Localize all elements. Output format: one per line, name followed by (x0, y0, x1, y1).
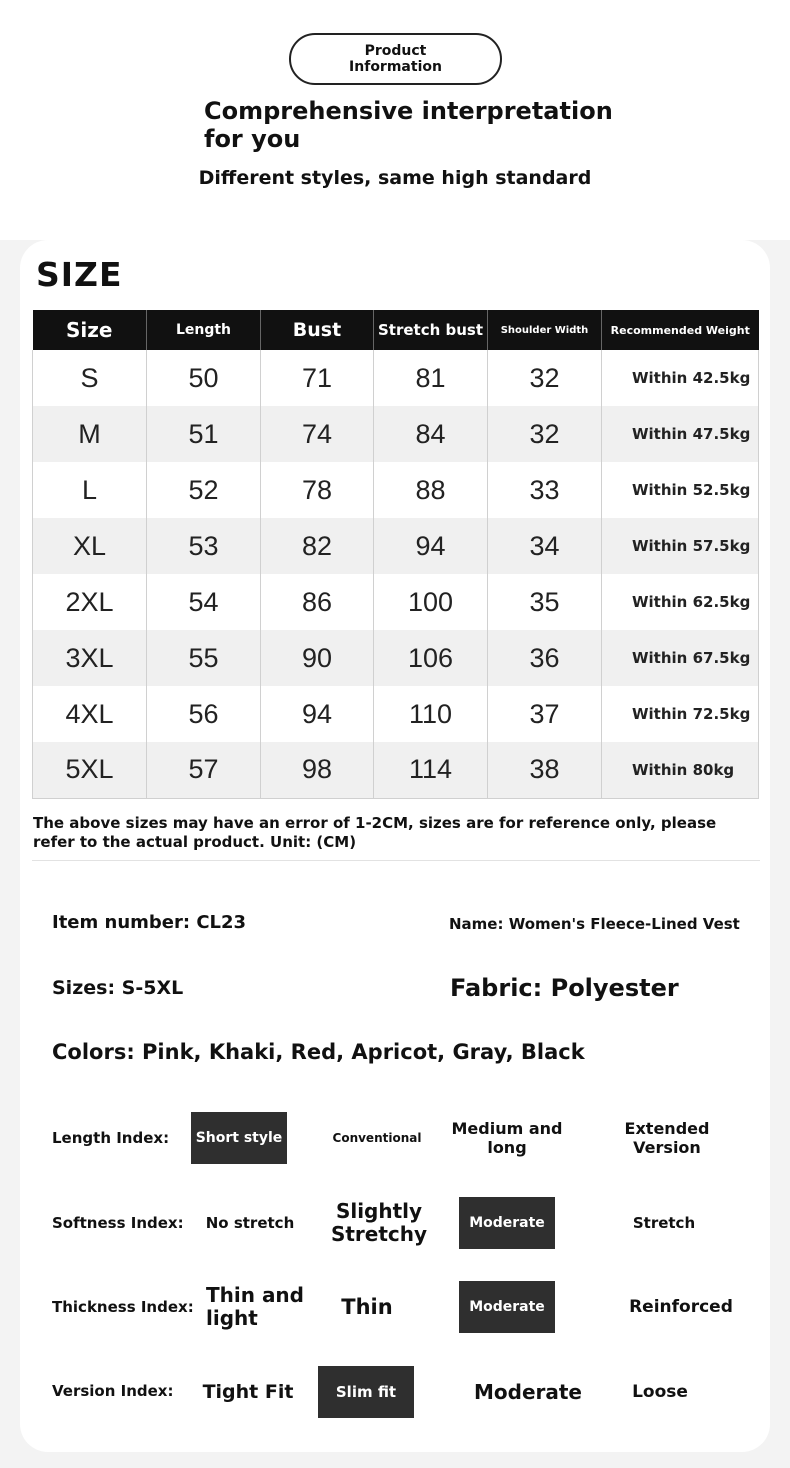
table-cell: Within 47.5kg (602, 406, 759, 462)
table-row (33, 742, 759, 798)
page-subline: Different styles, same high standard (198, 167, 592, 189)
table-cell: 36 (488, 630, 602, 686)
product-sizes: Sizes: S-5XL (52, 977, 184, 999)
table-cell: 84 (374, 406, 488, 462)
length-option-short-style: Short style (191, 1112, 287, 1164)
table-row (33, 518, 759, 574)
softness-index-label: Softness Index: (52, 1214, 184, 1232)
table-row (33, 686, 759, 742)
version-option-tight-fit: Tight Fit (202, 1381, 294, 1403)
page-headline: Comprehensive interpretation for you (204, 97, 613, 153)
table-cell: 114 (374, 742, 488, 798)
col-header-recommended-weight: Recommended Weight (602, 310, 759, 350)
table-cell: 78 (261, 462, 374, 518)
col-header-shoulder-width: Shoulder Width (488, 310, 602, 350)
table-cell: Within 62.5kg (602, 574, 759, 630)
table-cell: 35 (488, 574, 602, 630)
table-cell: 2XL (33, 574, 147, 630)
table-cell: 32 (488, 350, 602, 406)
length-option-medium-and-long: Medium and long (451, 1119, 563, 1157)
product-information-badge: Product Information (289, 33, 502, 85)
table-cell: 98 (261, 742, 374, 798)
thickness-option-thin: Thin (341, 1295, 393, 1319)
table-cell: 55 (147, 630, 261, 686)
thickness-option-moderate: Moderate (459, 1281, 555, 1333)
col-header-bust: Bust (261, 310, 374, 350)
table-cell: 106 (374, 630, 488, 686)
table-row (33, 406, 759, 462)
table-cell: 50 (147, 350, 261, 406)
col-header-size: Size (33, 310, 147, 350)
table-cell: L (33, 462, 147, 518)
table-cell: M (33, 406, 147, 462)
table-cell: Within 72.5kg (602, 686, 759, 742)
softness-option-moderate: Moderate (459, 1197, 555, 1249)
table-cell: 4XL (33, 686, 147, 742)
table-cell: 100 (374, 574, 488, 630)
size-note: The above sizes may have an error of 1-2CM, sizes are for reference only, please refer to the actual product. Unit: (CM) (33, 814, 717, 851)
item-number: Item number: CL23 (52, 912, 247, 933)
size-title: SIZE (36, 255, 123, 294)
table-cell: 37 (488, 686, 602, 742)
table-cell: 38 (488, 742, 602, 798)
table-row (33, 574, 759, 630)
version-option-slim-fit: Slim fit (318, 1366, 414, 1418)
table-cell: 52 (147, 462, 261, 518)
table-cell: 56 (147, 686, 261, 742)
version-option-moderate: Moderate (473, 1380, 582, 1404)
table-cell: 51 (147, 406, 261, 462)
product-fabric: Fabric: Polyester (450, 974, 679, 1002)
table-cell: XL (33, 518, 147, 574)
version-option-loose: Loose (632, 1382, 688, 1402)
table-cell: 3XL (33, 630, 147, 686)
table-cell: 81 (374, 350, 488, 406)
table-row (33, 462, 759, 518)
divider (32, 860, 760, 861)
col-header-stretch-bust: Stretch bust (374, 310, 488, 350)
table-header-row (33, 310, 759, 350)
table-cell: 88 (374, 462, 488, 518)
table-cell: 94 (374, 518, 488, 574)
length-option-conventional: Conventional (332, 1131, 422, 1145)
table-cell: Within 57.5kg (602, 518, 759, 574)
version-index-label: Version Index: (52, 1382, 174, 1400)
thickness-option-thin-and-light: Thin and light (206, 1283, 304, 1330)
table-cell: 53 (147, 518, 261, 574)
table-row (33, 630, 759, 686)
table-cell: 34 (488, 518, 602, 574)
softness-option-slightly-stretchy: Slightly Stretchy (330, 1199, 428, 1246)
length-option-extended-version: Extended Version (624, 1119, 710, 1157)
table-cell: 90 (261, 630, 374, 686)
table-row (33, 350, 759, 406)
table-cell: Within 80kg (602, 742, 759, 798)
table-cell: 86 (261, 574, 374, 630)
size-table (32, 310, 759, 799)
length-index-label: Length Index: (52, 1129, 170, 1147)
thickness-option-reinforced: Reinforced (629, 1297, 733, 1317)
table-cell: 110 (374, 686, 488, 742)
softness-option-stretch: Stretch (632, 1214, 696, 1232)
table-cell: Within 67.5kg (602, 630, 759, 686)
softness-option-no-stretch: No stretch (205, 1214, 295, 1232)
table-cell: 54 (147, 574, 261, 630)
thickness-index-label: Thickness Index: (52, 1298, 194, 1316)
table-cell: 82 (261, 518, 374, 574)
table-cell: 5XL (33, 742, 147, 798)
table-cell: 71 (261, 350, 374, 406)
size-table-body (33, 350, 759, 798)
col-header-length: Length (147, 310, 261, 350)
table-cell: 32 (488, 406, 602, 462)
table-cell: 33 (488, 462, 602, 518)
table-cell: Within 52.5kg (602, 462, 759, 518)
product-colors: Colors: Pink, Khaki, Red, Apricot, Gray, Black (52, 1040, 585, 1064)
table-cell: Within 42.5kg (602, 350, 759, 406)
table-cell: 57 (147, 742, 261, 798)
product-name: Name: Women's Fleece-Lined Vest (449, 915, 740, 933)
table-cell: 74 (261, 406, 374, 462)
table-cell: 94 (261, 686, 374, 742)
table-cell: S (33, 350, 147, 406)
